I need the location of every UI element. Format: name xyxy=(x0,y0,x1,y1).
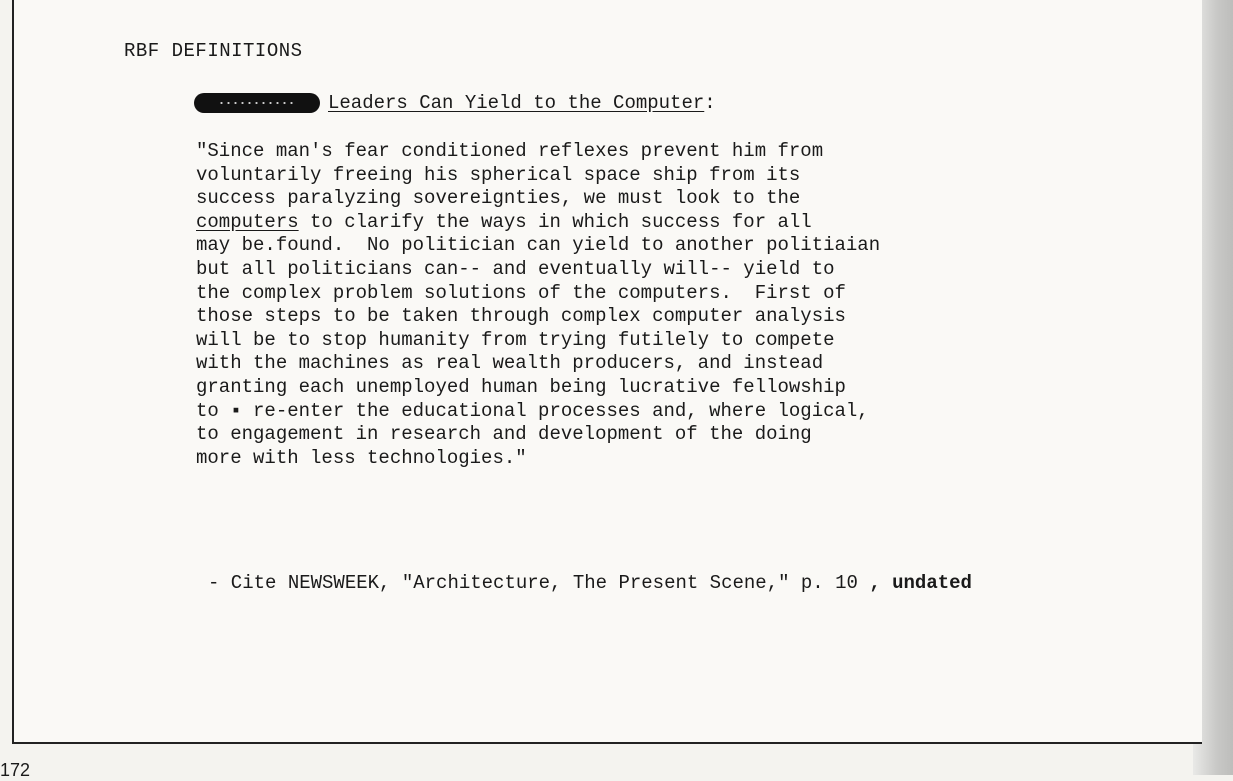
quote-line xyxy=(196,211,1096,235)
citation-undated: , undated xyxy=(869,572,972,594)
citation xyxy=(208,572,972,594)
quote-line: will be to stop humanity from trying futilely to compete xyxy=(196,328,835,351)
quote-line: with the machines as real wealth producers, and instead xyxy=(196,352,824,375)
quote-line: to engagement in research and development of the doing xyxy=(196,423,812,446)
quote-line: voluntarily freeing his spherical space ship from its xyxy=(196,163,801,186)
quote-line: the complex problem solutions of the computers. First of xyxy=(196,281,846,304)
quote-line-rest: to clarify the ways in which success for all xyxy=(310,210,812,233)
quote-line: success paralyzing sovereignties, we must look to the xyxy=(196,187,801,210)
heading-colon: : xyxy=(704,92,716,114)
quote-line: but all politicians can-- and eventually will-- yield to xyxy=(196,257,835,280)
quote-body xyxy=(196,140,1096,470)
redaction-mark xyxy=(194,93,320,113)
quote-line: those steps to be taken through complex computer analysis xyxy=(196,305,846,328)
heading-wrapper xyxy=(328,92,716,114)
underlined-word: computers xyxy=(196,210,299,233)
quote-line: more with less technologies." xyxy=(196,446,527,469)
page-number: 172 xyxy=(0,760,31,780)
document-header: RBF DEFINITIONS xyxy=(124,40,303,62)
heading-text: Leaders Can Yield to the Computer xyxy=(328,92,705,114)
quote-line: "Since man's fear conditioned reflexes prevent him from xyxy=(196,140,824,162)
quote-line: may be.found. No politician can yield to another politiaian xyxy=(196,234,881,257)
quote-line: granting each unemployed human being lucrative fellowship xyxy=(196,375,846,398)
quote-line: to ▪ re-enter the educational processes and, where logical, xyxy=(196,399,869,422)
citation-text: - Cite NEWSWEEK, "Architecture, The Present Scene," p. 10 xyxy=(208,572,858,594)
section-heading xyxy=(194,92,716,114)
